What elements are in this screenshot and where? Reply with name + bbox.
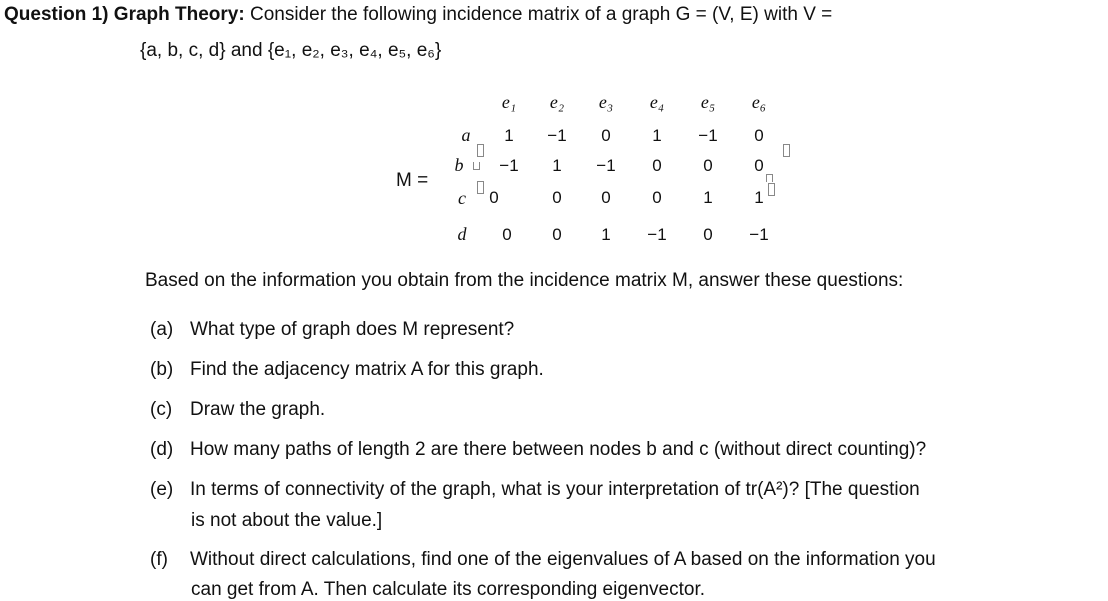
matrix-cell: −1 bbox=[698, 126, 718, 145]
matrix-column-header: e₄ bbox=[649, 92, 665, 112]
matrix-cell: 0 bbox=[703, 156, 713, 175]
intro-text: Based on the information you obtain from the incidence matrix M, answer these questions: bbox=[145, 270, 904, 291]
matrix-cell: −1 bbox=[547, 126, 567, 145]
question-tag: (a) bbox=[150, 319, 174, 340]
question-text-line1: Consider the following incidence matrix of a graph G = (V, E) with V = bbox=[249, 4, 833, 25]
question-tag: (f) bbox=[150, 549, 168, 570]
question-text: Find the adjacency matrix A for this graph. bbox=[190, 359, 544, 380]
matrix-cell: 0 bbox=[652, 188, 662, 207]
matrix-cell: 0 bbox=[652, 156, 662, 175]
matrix-column-header: e₆ bbox=[751, 92, 767, 112]
question-item bbox=[150, 359, 544, 381]
matrix-column-header: e₅ bbox=[700, 92, 716, 112]
matrix-row-label: c bbox=[458, 188, 466, 208]
question-header-line bbox=[4, 4, 832, 26]
question-tag: (c) bbox=[150, 399, 173, 420]
matrix-cell: 0 bbox=[552, 188, 562, 207]
question-item bbox=[150, 479, 920, 501]
matrix-column-header: e₂ bbox=[549, 92, 565, 112]
question-tag: (d) bbox=[150, 439, 174, 460]
question-title: Question 1) Graph Theory: bbox=[4, 4, 245, 25]
matrix-cell: 0 bbox=[601, 126, 611, 145]
matrix-cell: 1 bbox=[552, 156, 562, 175]
matrix-cell: 0 bbox=[502, 225, 512, 244]
matrix-cell: 0 bbox=[489, 188, 499, 207]
missing-glyph-icon bbox=[766, 174, 773, 182]
matrix-column-header: e₁ bbox=[501, 92, 517, 112]
matrix-label: M = bbox=[396, 170, 429, 191]
matrix-cell: 0 bbox=[703, 225, 713, 244]
missing-glyph-icon bbox=[473, 162, 480, 170]
matrix-cell: 0 bbox=[601, 188, 611, 207]
matrix-row-label: b bbox=[454, 155, 464, 175]
matrix-cell: 1 bbox=[601, 225, 611, 244]
matrix-cell: −1 bbox=[596, 156, 616, 175]
missing-glyph-icon bbox=[477, 181, 484, 194]
matrix-row-label: a bbox=[461, 125, 471, 145]
question-text-line2: {a, b, c, d} and {e₁, e₂, e₃, e₄, e₅, e₆} bbox=[140, 40, 442, 61]
matrix-row-label: d bbox=[457, 224, 467, 244]
question-item bbox=[150, 549, 936, 571]
matrix-cell: 1 bbox=[652, 126, 662, 145]
matrix-cell: 0 bbox=[552, 225, 562, 244]
question-item bbox=[150, 319, 514, 341]
missing-glyph-icon bbox=[783, 144, 790, 157]
question-continuation: is not about the value.] bbox=[191, 510, 383, 531]
question-text: How many paths of length 2 are there between nodes b and c (without direct counting)? bbox=[190, 439, 927, 460]
question-tag: (e) bbox=[150, 479, 174, 500]
question-tag: (b) bbox=[150, 359, 174, 380]
matrix-cell: 0 bbox=[754, 126, 764, 145]
question-text: What type of graph does M represent? bbox=[190, 319, 515, 340]
question-text: In terms of connectivity of the graph, what is your interpretation of tr(A²)? [The question bbox=[190, 479, 920, 500]
missing-glyph-icon bbox=[477, 144, 484, 157]
question-text: Draw the graph. bbox=[190, 399, 326, 420]
matrix-cell: 1 bbox=[754, 188, 764, 207]
question-continuation: can get from A. Then calculate its corresponding eigenvector. bbox=[191, 579, 706, 600]
missing-glyph-icon bbox=[768, 183, 775, 196]
matrix-column-header: e₃ bbox=[598, 92, 614, 112]
question-item bbox=[150, 399, 325, 421]
question-item bbox=[150, 439, 926, 461]
matrix-cell: −1 bbox=[647, 225, 667, 244]
matrix-cell: 1 bbox=[504, 126, 514, 145]
matrix-cell: 1 bbox=[703, 188, 713, 207]
matrix-cell: −1 bbox=[749, 225, 769, 244]
question-text: Without direct calculations, find one of the eigenvalues of A based on the information you bbox=[190, 549, 936, 570]
matrix-cell: −1 bbox=[499, 156, 519, 175]
matrix-cell: 0 bbox=[754, 156, 764, 175]
